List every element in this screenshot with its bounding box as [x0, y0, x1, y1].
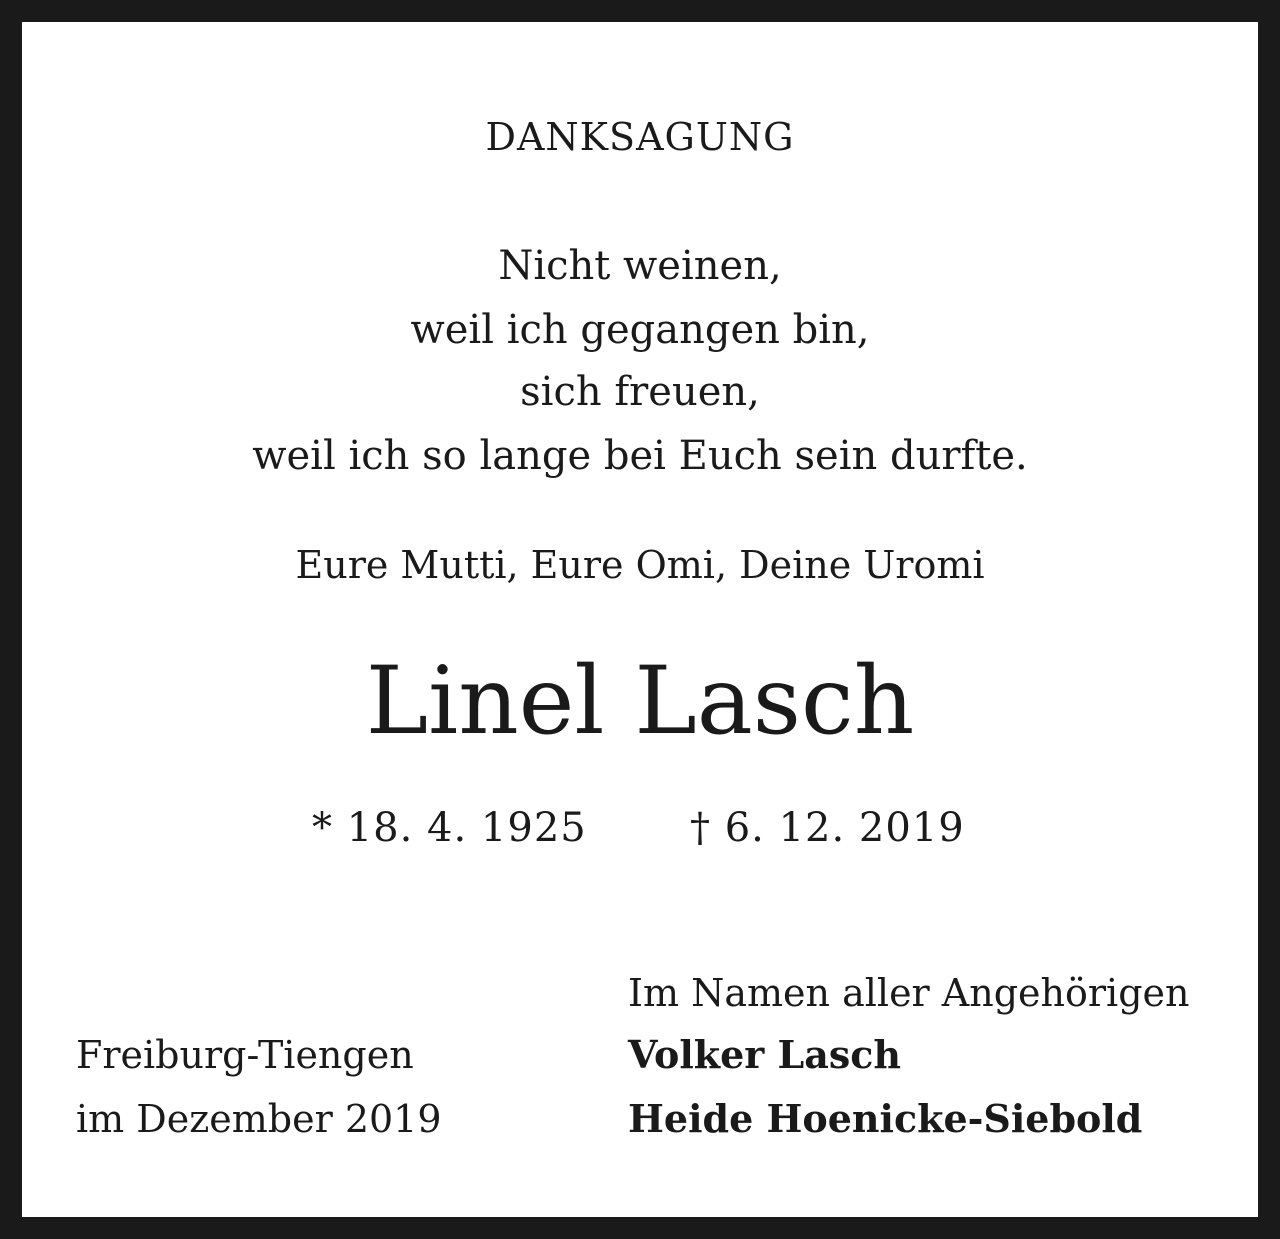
notice-heading: DANKSAGUNG: [485, 115, 795, 159]
birth-date: * 18. 4. 1925: [312, 805, 587, 851]
poem-line: weil ich so lange bei Euch sein durfte.: [252, 433, 1028, 479]
poem-line: sich freuen,: [520, 369, 760, 415]
relation-line: Eure Mutti, Eure Omi, Deine Uromi: [295, 543, 985, 587]
signer-name: Heide Hoenicke-Siebold: [628, 1096, 1143, 1141]
death-date: † 6. 12. 2019: [690, 805, 965, 851]
date-line: im Dezember 2019: [76, 1097, 442, 1141]
poem-line: weil ich gegangen bin,: [410, 307, 870, 353]
poem-line: Nicht weinen,: [498, 243, 782, 289]
signoff-intro: Im Namen aller Angehörigen: [628, 971, 1190, 1015]
place-line: Freiburg-Tiengen: [76, 1033, 414, 1077]
deceased-name: Linel Lasch: [365, 647, 915, 756]
signer-name: Volker Lasch: [628, 1032, 902, 1077]
